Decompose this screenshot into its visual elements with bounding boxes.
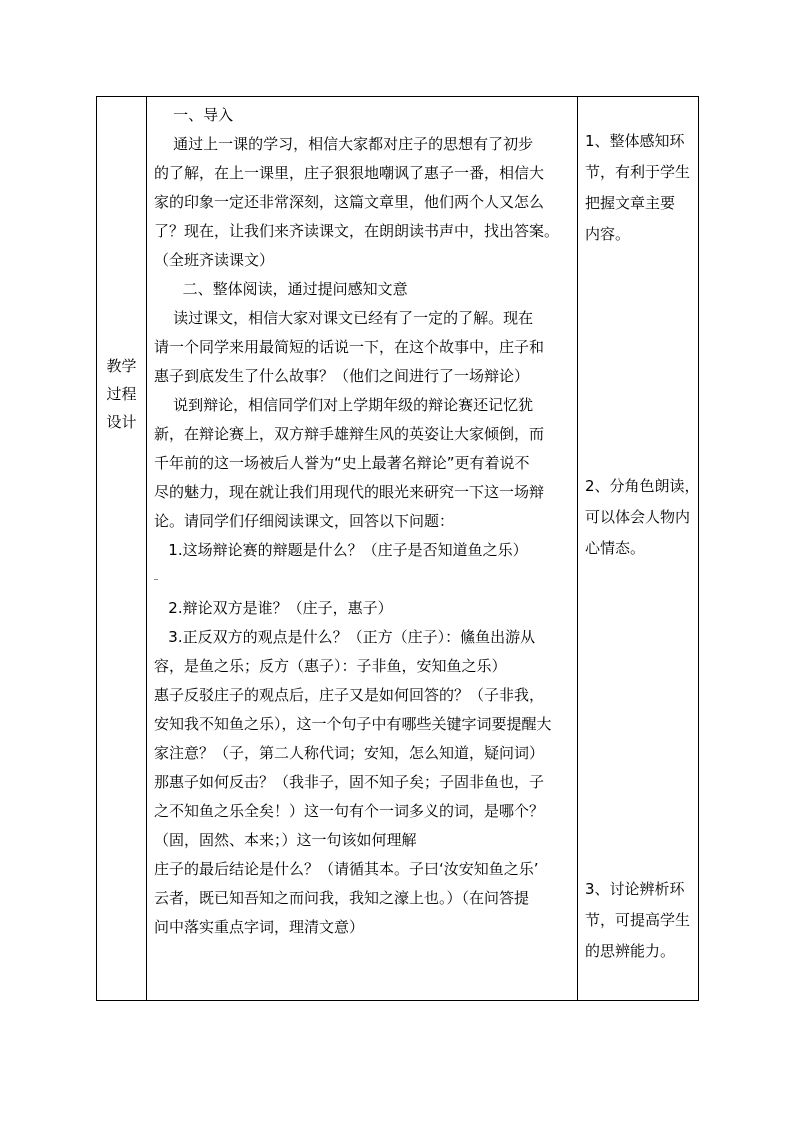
content-line: 2.辩论双方是谁？（庄子，惠子）: [154, 599, 393, 617]
content-line: 千年前的这一场被后人誉为“史上最著名辩论”更有着说不: [154, 454, 530, 472]
content-line: 一、导入: [154, 106, 234, 124]
content-line: 说到辩论，相信同学们对上学期年级的辩论赛还记忆犹: [154, 396, 534, 414]
content-line: 通过上一课的学习，相信大家都对庄子的思想有了初步: [154, 135, 534, 153]
content-line: 那惠子如何反击？（我非子，固不知子矣；子固非鱼也，子: [154, 773, 545, 791]
design-note-3: [585, 874, 695, 967]
content-line: 新，在辩论赛上，双方辩手雄辩生风的英姿让大家倾倒，而: [154, 425, 545, 443]
content-line: （固，固然、本来；）这一句该如何理解: [154, 831, 417, 849]
content-line: 3.正反双方的观点是什么？（正方（庄子）：鯈鱼出游从: [154, 628, 536, 646]
content-line: 问中落实重点字词，理清文意）: [154, 918, 365, 936]
note-line: 可以体会人物内: [585, 508, 691, 526]
column-divider-right: [577, 97, 578, 1000]
content-line: 云者，既已知吾知之而问我，我知之濠上也。）（在问答提: [154, 889, 530, 907]
note-line: 的思辨能力。: [585, 942, 676, 960]
section-label-line: 过程: [106, 385, 137, 403]
design-note-1: [585, 126, 695, 250]
note-line: 2、分角色朗读，: [585, 477, 700, 495]
content-line: 之不知鱼之乐全矣！）这一句有个一词多义的词，是哪个？: [154, 802, 545, 820]
teaching-process-content: [154, 101, 572, 942]
content-line: 家注意？（子，第二人称代词；安知，怎么知道，疑问词）: [154, 744, 545, 762]
content-line: 读过课文，相信大家对课文已经有了一定的了解。现在: [154, 309, 534, 327]
section-label-line: 设计: [106, 413, 137, 431]
blank-line: [154, 565, 572, 594]
content-line: 安知我不知鱼之乐），这一个句子中有哪些关键字词要提醒大: [154, 715, 552, 733]
content-line: 容，是鱼之乐；反方（惠子）：子非鱼，安知鱼之乐）: [154, 657, 507, 675]
note-line: 节，可提高学生: [585, 911, 691, 929]
lesson-plan-table: [96, 96, 699, 1001]
content-line: 尽的魅力，现在就让我们用现代的眼光来研究一下这一场辩: [154, 483, 545, 501]
content-line: 请一个同学来用最简短的话说一下，在这个故事中，庄子和: [154, 338, 545, 356]
content-line: 1.这场辩论赛的辩题是什么？（庄子是否知道鱼之乐）: [154, 541, 528, 559]
design-note-2: [585, 471, 700, 564]
note-line: 1、整体感知环: [585, 132, 685, 150]
content-line: 的了解，在上一课里，庄子狠狠地嘲讽了惠子一番，相信大: [154, 164, 545, 182]
content-line: 二、整体阅读，通过提问感知文意: [154, 280, 408, 298]
note-line: 把握文章主要: [585, 194, 676, 212]
section-label: [97, 352, 146, 436]
content-line: 惠子反驳庄子的观点后，庄子又是如何回答的？（子非我，: [154, 686, 545, 704]
note-line: 内容。: [585, 225, 631, 243]
section-label-line: 教学: [106, 357, 137, 375]
content-line: 家的印象一定还非常深刻，这篇文章里，他们两个人又怎么: [154, 193, 545, 211]
stray-mark: [154, 579, 158, 580]
content-line: （全班齐读课文）: [154, 251, 275, 269]
note-line: 3、讨论辨析环: [585, 880, 685, 898]
note-line: 心情态。: [585, 539, 646, 557]
note-line: 节，有利于学生: [585, 163, 691, 181]
column-divider-left: [146, 97, 147, 1000]
content-line: 庄子的最后结论是什么？（请循其本。子曰‘汝安知鱼之乐’: [154, 860, 539, 878]
content-line: 了？现在，让我们来齐读课文，在朗朗读书声中，找出答案。: [154, 222, 560, 240]
content-line: 论。请同学们仔细阅读课文，回答以下问题：: [154, 512, 455, 530]
content-line: 惠子到底发生了什么故事？（他们之间进行了一场辩论）: [154, 367, 530, 385]
